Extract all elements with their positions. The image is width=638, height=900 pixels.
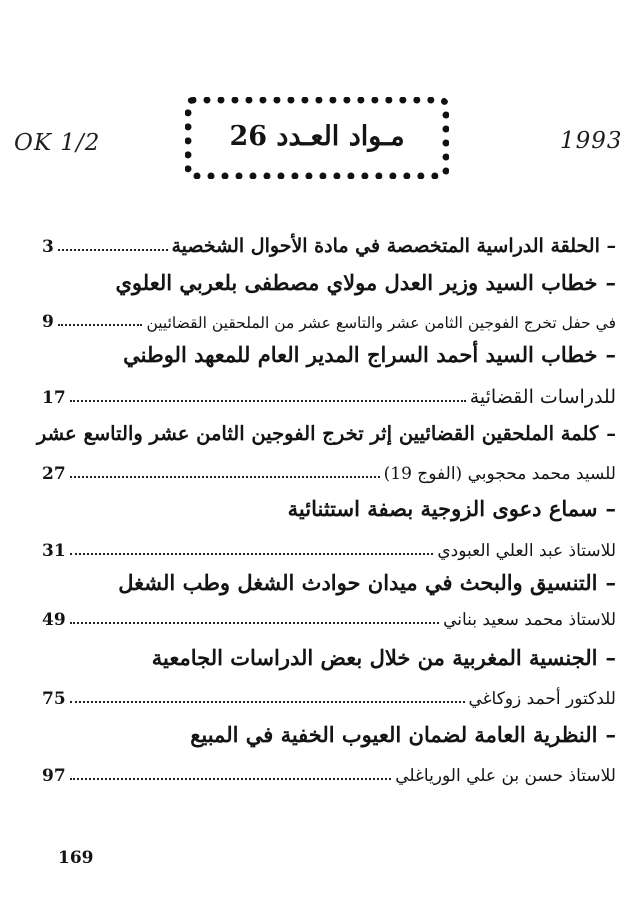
toc-entry-3-heading: –خطاب السيد أحمد السراج المدير العام للمعهد الوطني (123, 342, 616, 367)
toc-entry-1 (42, 231, 616, 257)
toc-page-number: 27 (42, 464, 66, 484)
toc-entry-subline: للسيد محمد محجوبي (الفوج 19) (383, 464, 616, 484)
toc-page-number: 3 (42, 237, 54, 257)
toc-entry-8-heading: –النظرية العامة لضمان العيوب الخفية في المبيع (190, 722, 616, 747)
toc-page-number: 31 (42, 541, 66, 561)
toc-entry-subline: للدراسات القضائية (469, 386, 616, 408)
leader-dots (58, 324, 143, 326)
toc-entry-2-heading: –خطاب السيد وزير العدل مولاي مصطفى بلعربي العلوي (115, 270, 616, 295)
toc-page-number: 49 (42, 610, 66, 630)
toc-entry-subline: في حفل تخرج الفوجين الثامن عشر والتاسع عشر من الملحقين القضائيين (146, 314, 616, 332)
leader-dots (70, 701, 465, 703)
page-number: 169 (58, 848, 94, 868)
leader-dots (70, 778, 392, 780)
leader-dots (70, 553, 434, 555)
toc-page-number: 97 (42, 766, 66, 786)
toc-entry-4-heading: –كلمة الملحقين القضائيين إثر تخرج الفوجين الثامن عشر والتاسع عشر (36, 422, 616, 445)
toc-entry-2 (42, 306, 616, 332)
toc-entry-subline: للاستاذ حسن بن علي الورياغلي (395, 766, 616, 786)
leader-dots (70, 400, 466, 402)
toc-page-number: 75 (42, 689, 66, 709)
toc-entry-5 (42, 535, 616, 561)
toc-entry-8 (42, 760, 616, 786)
toc-entry-7 (42, 683, 616, 709)
toc-entry-5-heading: –سماع دعوى الزوجية بصفة استثنائية (287, 496, 616, 521)
toc-page-number: 9 (42, 312, 54, 332)
toc-entry-3 (42, 382, 616, 408)
toc-entry-subline: للدكتور أحمد زوكاغي (468, 689, 616, 709)
toc-entry-6 (42, 604, 616, 630)
toc-entry-4 (42, 458, 616, 484)
issue-title: مـواد العـدد 26 (229, 121, 405, 152)
handwritten-note-left: OK 1/2 (14, 130, 101, 156)
title-box (185, 97, 449, 179)
handwritten-year-note: 1993 (560, 128, 623, 154)
leader-dots (70, 476, 380, 478)
toc-entry-6-heading: –التنسيق والبحث في ميدان حوادث الشغل وطب الشغل (118, 570, 616, 595)
toc-entry-7-heading: –الجنسية المغربية من خلال بعض الدراسات الجامعية (151, 645, 616, 670)
toc-entry-subline: للاستاذ محمد سعيد بناني (443, 610, 616, 630)
leader-dots (70, 622, 439, 624)
toc-entry-heading: – الحلقة الدراسية المتخصصة في مادة الأحوال الشخصية (171, 235, 616, 257)
toc-page-number: 17 (42, 388, 66, 408)
toc-entry-subline: للاستاذ عبد العلي العبودي (437, 541, 616, 561)
leader-dots (58, 249, 168, 251)
